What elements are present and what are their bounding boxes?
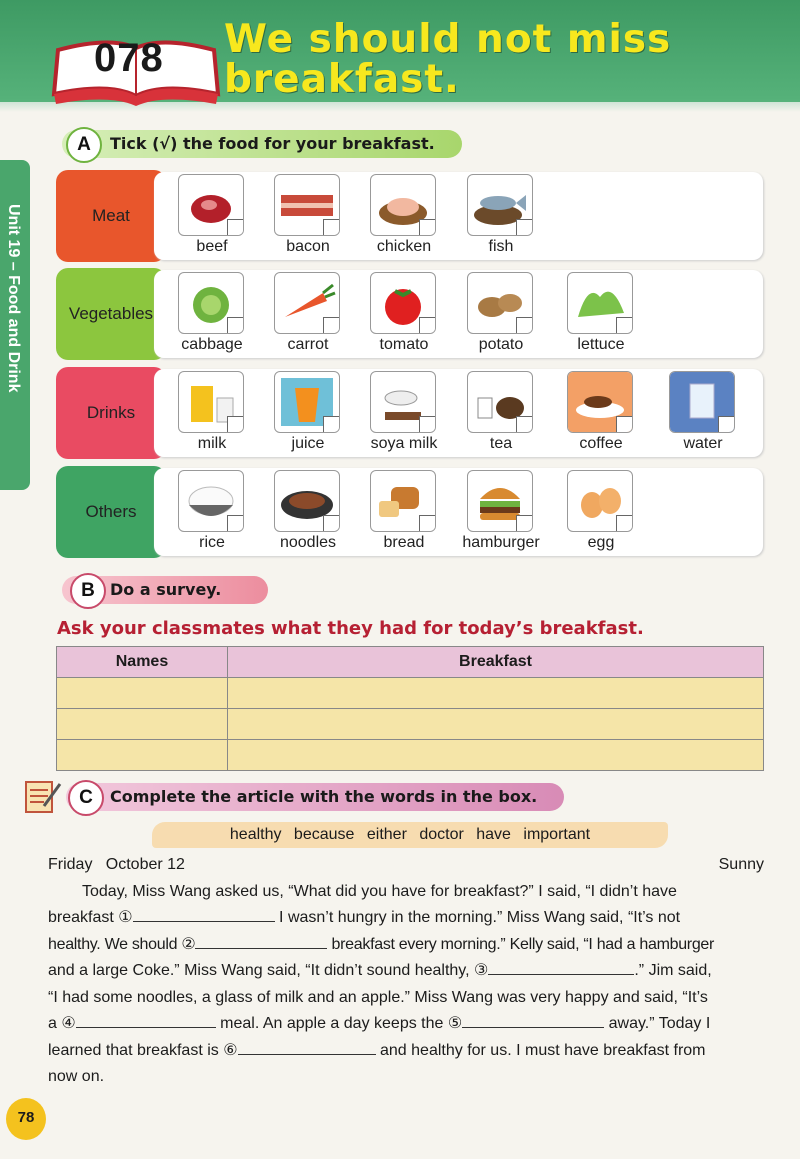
blank-6[interactable]	[238, 1038, 376, 1055]
food-label: noodles	[279, 534, 337, 551]
text: healthy. We should ②	[48, 935, 196, 953]
noodles-icon	[274, 470, 340, 532]
food-item	[553, 371, 649, 459]
name-cell[interactable]	[57, 740, 228, 771]
food-item	[553, 272, 649, 360]
food-item	[553, 470, 649, 558]
food-item	[164, 470, 260, 558]
cabbage-icon	[178, 272, 244, 334]
category-name: Drinks	[86, 403, 136, 422]
chicken-icon	[370, 174, 436, 236]
article-line-1: Today, Miss Wang asked us, “What did you have for breakfast?” I said, “I didn’t have	[82, 882, 677, 900]
food-row-meat	[56, 170, 763, 262]
section-c-letter: C	[68, 780, 104, 816]
soya-milk-icon	[370, 371, 436, 433]
text: breakfast every morning.” Kelly said, “I had a hamburger	[327, 935, 715, 953]
article-line-4	[48, 958, 764, 985]
text: breakfast ①	[48, 909, 133, 926]
category-name: Others	[85, 502, 137, 521]
article-line-5: “I had some noodles, a glass of milk and an apple.” Miss Wang was very happy and said, “It’s	[48, 988, 708, 1006]
food-item	[260, 371, 356, 459]
writing-icon	[24, 778, 64, 814]
food-label: juice	[291, 435, 325, 452]
tick-box[interactable]	[516, 219, 532, 235]
breakfast-cell[interactable]	[228, 740, 764, 771]
section-a-letter: A	[66, 127, 102, 163]
word-box: healthy because either doctor have important	[152, 822, 668, 848]
egg-icon	[567, 470, 633, 532]
category-label	[56, 268, 166, 360]
food-item	[453, 470, 549, 558]
food-label: coffee	[579, 435, 623, 452]
blank-3[interactable]	[488, 958, 634, 975]
section-a-banner	[62, 130, 462, 158]
blank-5[interactable]	[462, 1011, 604, 1028]
food-row-drinks	[56, 367, 763, 459]
section-b-instruction: Do a survey.	[110, 580, 222, 599]
food-item	[164, 174, 260, 262]
text: away.” Today I	[604, 1015, 711, 1032]
text: meal. An apple a day keeps the ⑤	[215, 1015, 463, 1032]
tomato-icon	[370, 272, 436, 334]
survey-prompt: Ask your classmates what they had for today’s breakfast.	[57, 618, 644, 639]
milk-icon	[178, 371, 244, 433]
tick-box[interactable]	[718, 416, 734, 432]
blank-1[interactable]	[133, 905, 275, 922]
date-line	[48, 852, 764, 879]
food-label: egg	[587, 534, 615, 551]
food-item	[164, 272, 260, 360]
breakfast-cell[interactable]	[228, 678, 764, 709]
section-c-banner	[66, 783, 564, 811]
beef-icon	[178, 174, 244, 236]
names-header: Names	[57, 647, 228, 678]
carrot-icon	[274, 272, 340, 334]
food-item	[453, 174, 549, 262]
tea-icon	[467, 371, 533, 433]
food-item	[356, 371, 452, 459]
juice-icon	[274, 371, 340, 433]
food-item	[260, 272, 356, 360]
food-label: beef	[196, 238, 228, 255]
food-label: carrot	[287, 336, 329, 353]
category-label	[56, 170, 166, 262]
page-number: 78	[6, 1098, 46, 1140]
unit-side-tab	[0, 160, 30, 490]
tick-box[interactable]	[227, 219, 243, 235]
blank-2[interactable]	[195, 932, 327, 949]
category-name: Meat	[92, 206, 130, 225]
coffee-icon	[567, 371, 633, 433]
food-item	[356, 470, 452, 558]
food-row-others	[56, 466, 763, 558]
tick-box[interactable]	[227, 317, 243, 333]
tick-box[interactable]	[323, 219, 339, 235]
food-label: lettuce	[577, 336, 625, 353]
food-item	[260, 470, 356, 558]
tick-box[interactable]	[616, 317, 632, 333]
tick-box[interactable]	[419, 317, 435, 333]
article-date: Friday October 12	[48, 856, 185, 873]
tick-box[interactable]	[419, 219, 435, 235]
section-a-instruction: Tick (√) the food for your breakfast.	[110, 134, 435, 153]
tick-box[interactable]	[227, 515, 243, 531]
bacon-icon	[274, 174, 340, 236]
potato-icon	[467, 272, 533, 334]
food-label: hamburger	[462, 534, 540, 551]
survey-table	[56, 646, 764, 771]
tick-box[interactable]	[419, 416, 435, 432]
food-label: water	[683, 435, 723, 452]
food-item	[453, 371, 549, 459]
food-label: fish	[488, 238, 514, 255]
text: and healthy for us. I must have breakfast from	[375, 1041, 706, 1059]
article-line-2	[48, 905, 764, 932]
bread-icon	[370, 470, 436, 532]
tick-box[interactable]	[616, 515, 632, 531]
tick-box[interactable]	[516, 515, 532, 531]
food-label: chicken	[376, 238, 432, 255]
food-item	[356, 174, 452, 262]
tick-box[interactable]	[227, 416, 243, 432]
article-weather: Sunny	[718, 856, 764, 873]
tick-box[interactable]	[323, 416, 339, 432]
unit-label: Unit 19 – Food and Drink	[5, 204, 22, 393]
food-row-vegetables	[56, 268, 763, 360]
hamburger-icon	[467, 470, 533, 532]
food-item	[356, 272, 452, 360]
name-cell[interactable]	[57, 709, 228, 740]
text: learned that breakfast is ⑥	[48, 1041, 238, 1059]
table-row	[57, 678, 764, 709]
tick-box[interactable]	[419, 515, 435, 531]
tick-box[interactable]	[516, 416, 532, 432]
food-label: bacon	[286, 238, 330, 255]
tick-box[interactable]	[323, 515, 339, 531]
tick-box[interactable]	[516, 317, 532, 333]
tick-box[interactable]	[323, 317, 339, 333]
section-b-letter: B	[70, 573, 106, 609]
food-item	[453, 272, 549, 360]
lettuce-icon	[567, 272, 633, 334]
food-item	[164, 371, 260, 459]
tick-box[interactable]	[616, 416, 632, 432]
food-label: milk	[197, 435, 227, 452]
title-line-2: breakfast.	[224, 57, 460, 102]
text: and a large Coke.” Miss Wang said, “It didn’t sound healthy, ③	[48, 962, 489, 979]
breakfast-header: Breakfast	[228, 647, 764, 678]
water-icon	[669, 371, 735, 433]
article	[48, 852, 764, 1091]
page-title	[224, 17, 672, 102]
article-line-6	[48, 1011, 764, 1038]
rice-icon	[178, 470, 244, 532]
table-row	[57, 740, 764, 771]
food-label: soya milk	[370, 435, 438, 452]
food-label: cabbage	[181, 336, 243, 353]
article-line-7	[48, 1038, 764, 1065]
article-line-8: now on.	[48, 1068, 105, 1085]
category-label	[56, 466, 166, 558]
breakfast-cell[interactable]	[228, 709, 764, 740]
fish-icon	[467, 174, 533, 236]
article-line-3	[48, 932, 764, 959]
food-item	[260, 174, 356, 262]
text: a ④	[48, 1015, 76, 1032]
food-label: potato	[478, 336, 524, 353]
text: I wasn’t hungry in the morning.” Miss Wang said, “It’s not	[274, 909, 681, 926]
text: .” Jim said,	[634, 962, 712, 979]
food-label: bread	[383, 534, 425, 551]
food-label: tea	[489, 435, 513, 452]
food-item	[655, 371, 751, 459]
title-line-1: We should not miss	[224, 17, 672, 62]
section-c-instruction: Complete the article with the words in the box.	[110, 787, 538, 806]
blank-4[interactable]	[76, 1011, 216, 1028]
category-label	[56, 367, 166, 459]
food-label: tomato	[379, 336, 429, 353]
category-name: Vegetables	[68, 304, 154, 323]
name-cell[interactable]	[57, 678, 228, 709]
food-label: rice	[199, 534, 225, 551]
table-row	[57, 709, 764, 740]
lesson-number: 078	[94, 36, 164, 80]
